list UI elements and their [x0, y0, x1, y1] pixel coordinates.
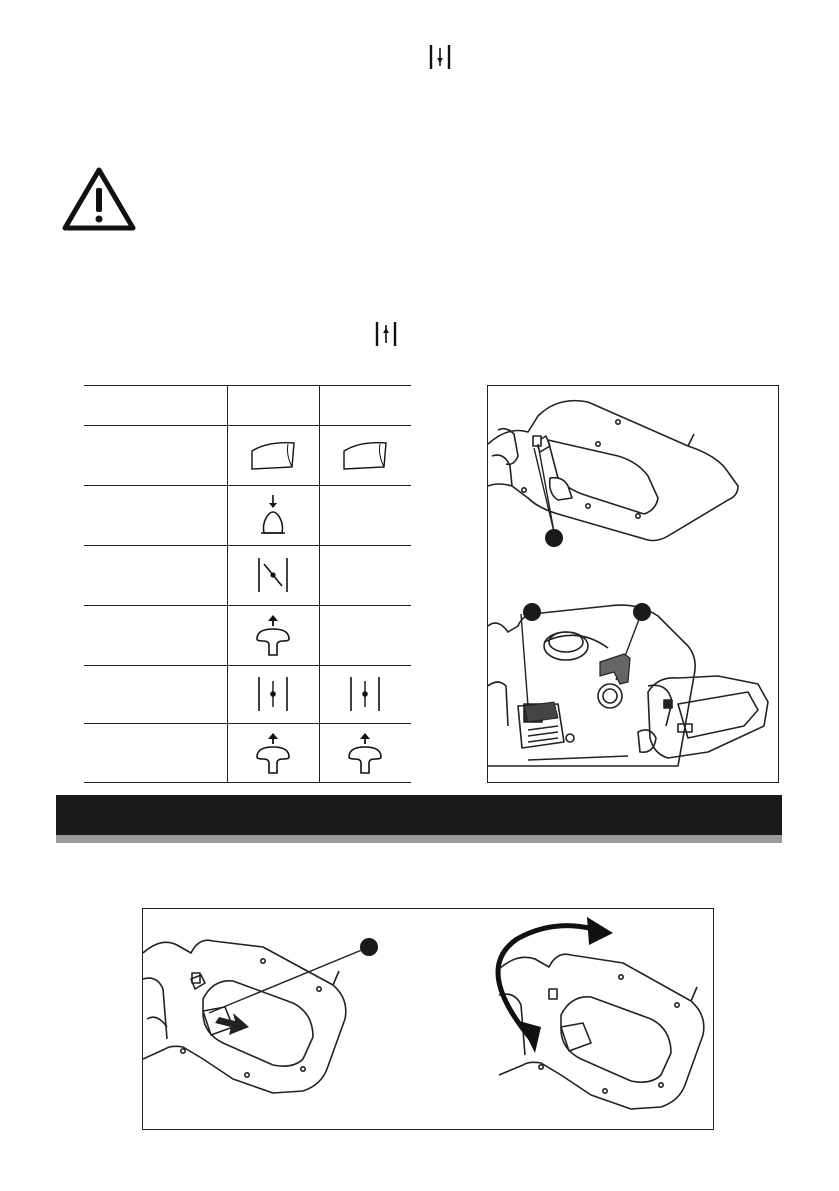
primer-cell	[227, 485, 319, 545]
callout-dot	[545, 529, 563, 547]
primer-bulb-icon	[258, 493, 288, 537]
starter-handle-icon	[253, 613, 293, 657]
choke-position-icon	[428, 44, 452, 70]
callout-dot	[523, 603, 541, 621]
choke-closed-cell	[227, 545, 319, 605]
callout-dot	[360, 938, 378, 956]
pull-start-cell	[227, 605, 319, 665]
section-header-underline	[56, 835, 782, 843]
choke-closed-icon	[256, 556, 290, 594]
starter-handle-icon	[345, 731, 385, 775]
choke-open-cell	[319, 665, 411, 723]
trigger-icon	[340, 437, 390, 473]
controls-illustration	[487, 385, 779, 783]
lock-release-illustration	[142, 908, 714, 1130]
trimmer-handle-drawing	[488, 386, 778, 782]
trigger-icon	[248, 437, 298, 473]
warning-triangle-icon	[62, 166, 136, 232]
trigger-cell	[319, 425, 411, 485]
trigger-cell	[227, 425, 319, 485]
section-header-bar	[56, 795, 782, 835]
choke-open-icon	[348, 675, 382, 713]
trimmer-handle-drawing	[143, 909, 713, 1129]
choke-open-icon	[256, 675, 290, 713]
callout-dot	[633, 603, 651, 621]
pull-start-cell	[319, 723, 411, 782]
choke-position-icon	[374, 321, 398, 347]
choke-open-cell	[227, 665, 319, 723]
pull-start-cell	[227, 723, 319, 782]
starting-steps-table	[84, 385, 411, 783]
starter-handle-icon	[253, 731, 293, 775]
